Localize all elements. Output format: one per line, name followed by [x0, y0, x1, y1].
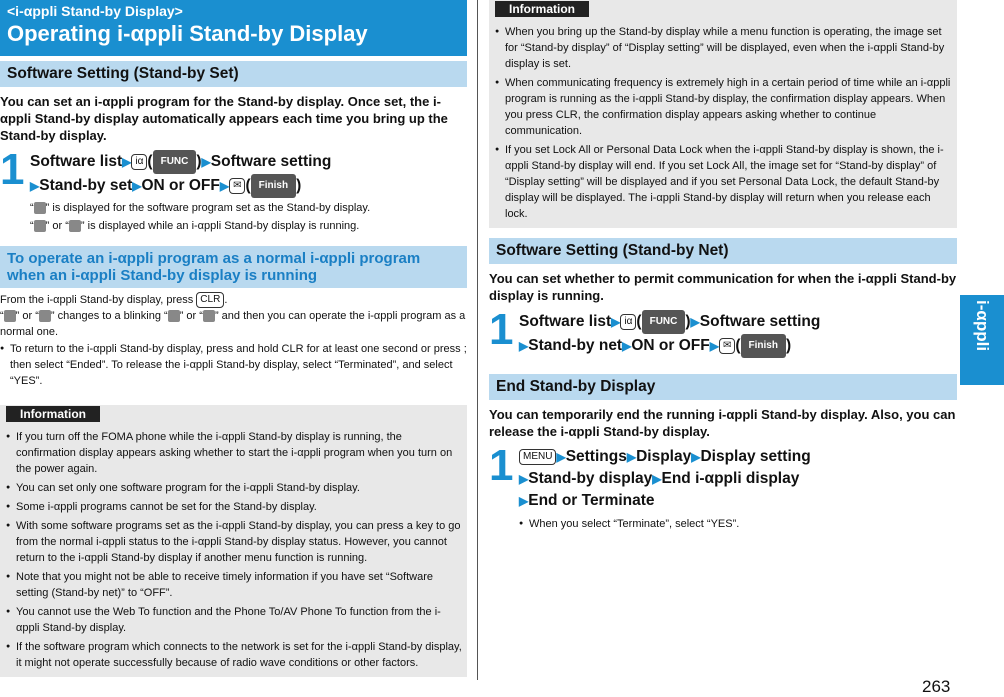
standby-set-icon [34, 202, 46, 214]
arrow-icon: ▶ [519, 494, 529, 508]
info-item: ● When you bring up the Stand-by display while a menu function is operating, the image set for “Stand-by display” of “Display setting” will be displayed, even when the i-αppli Stand-by display is set. [495, 24, 953, 72]
arrow-icon: ▶ [219, 179, 230, 194]
step-text: ON or OFF [631, 337, 710, 355]
note-text: ” or “ [45, 220, 69, 232]
paren-close: ) [785, 337, 792, 355]
step-text: Stand-by net [528, 337, 623, 355]
iappli-key-icon: iα [131, 154, 147, 170]
info-item: ● If you set Lock All or Personal Data Lock when the i-αppli Stand-by display is shown, the i-αppli Stand-by display will end. If you set Lock All, the image set for “Stand-by display” of “Display setting” will be displayed and if you set Personal Data Lock, the default Stand-by display will be displayed. The i-αppli Stand-by display will return when you release each lock. [495, 142, 953, 222]
blinking-icon-alt [203, 310, 215, 322]
running-icon [34, 220, 46, 232]
step-line-3 [519, 490, 957, 512]
arrow-icon: ▶ [652, 472, 662, 486]
finish-softkey: Finish [741, 334, 786, 358]
iappli-key-icon: iα [620, 314, 636, 330]
info-item: ● Some i-αppli programs cannot be set for the Stand-by display. [6, 499, 463, 515]
body-text: ” changes to a blinking “ [50, 310, 168, 323]
arrow-icon: ▶ [132, 179, 142, 194]
arrow-icon: ▶ [709, 339, 719, 354]
step-number: 1 [489, 305, 514, 354]
body-text: From the i-αppli Stand-by display, press [0, 294, 194, 306]
section-heading-end-standby: End Stand-by Display [489, 374, 957, 400]
page-number: 263 [922, 677, 951, 696]
arrow-icon: ▶ [691, 450, 701, 464]
note-2 [30, 218, 467, 234]
step-text: Software list [519, 313, 612, 331]
step-text: Software setting [210, 153, 332, 171]
step-line-1 [519, 446, 957, 468]
arrow-icon: ▶ [122, 155, 132, 170]
info-item: ● If you turn off the FOMA phone while the i-αppli Stand-by display is running, the confirmation display appears asking whether to start the i-αppli program when you turn on the power again. [6, 429, 463, 477]
info-item: ● You cannot use the Web To function and the Phone To/AV Phone To function from the i-αppli Stand-by display. [6, 604, 463, 636]
section-heading-standby-net: Software Setting (Stand-by Net) [489, 238, 957, 264]
mail-key-icon: ✉ [719, 338, 735, 354]
arrow-icon: ▶ [622, 339, 632, 354]
right-column [489, 0, 957, 532]
running-icon-alt [69, 220, 81, 232]
intro-standby-net: You can set whether to permit communication for when the i-αppli Stand-by display is running. [489, 271, 957, 303]
body-text: ” and then you can operate the i-αppli program as a normal one. [0, 310, 466, 339]
step-line-1 [30, 150, 467, 174]
arrow-icon: ▶ [201, 155, 211, 170]
info-item: ● Note that you might not be able to receive timely information if you have set “Software setting (Stand-by net)” to “OFF”. [6, 569, 463, 601]
info-box-left [0, 405, 467, 677]
step-text: Stand-by set [39, 177, 133, 195]
info-item: ● With some software programs set as the i-αppli Stand-by display, you can press a key to go from the normal i-αppli status to the i-αppli Stand-by display status. However, you cannot return to the i-αppli Stand-by display if another menu function is running. [6, 518, 463, 566]
func-softkey: FUNC [642, 310, 686, 334]
step-text: Settings [565, 448, 627, 465]
clr-key-icon: CLR [196, 292, 224, 308]
paren-open: ( [735, 337, 741, 355]
step-line-2 [519, 468, 957, 490]
quote: “ [30, 202, 34, 214]
quote: “ [30, 220, 34, 232]
step-text: Display setting [700, 448, 811, 465]
quote: “ [0, 310, 4, 323]
step-line-2 [519, 334, 957, 358]
arrow-icon: ▶ [690, 315, 700, 330]
info-box-right [489, 0, 957, 228]
section-heading-normal-operate: To operate an i-αppli program as a normal i-αppli program when an i-αppli Stand-by display is running [0, 246, 467, 288]
step-text: ON or OFF [141, 177, 220, 195]
arrow-icon: ▶ [519, 472, 529, 486]
func-softkey: FUNC [153, 150, 197, 174]
step-line-1 [519, 310, 957, 334]
mail-key-icon: ✉ [229, 178, 245, 194]
step-text: Software setting [699, 313, 821, 331]
info-item: ● When communicating frequency is extremely high in a certain period of time while an i-αppli program is running as the i-αppli Stand-by display, the confirmation display appears. When you press CLR, the confirmation display appears asking whether to continue communication. [495, 75, 953, 139]
step-standby-net [489, 305, 957, 358]
page-title: Operating i-αppli Stand-by Display [7, 21, 368, 46]
bullet-terminate: ● When you select “Terminate”, select “YES”. [519, 516, 957, 532]
step-number: 1 [0, 145, 25, 194]
info-label: Information [6, 406, 100, 422]
step-text: Stand-by display [528, 470, 653, 487]
note-text: ” is displayed while an i-αppli Stand-by display is running. [80, 220, 360, 232]
paren-close: ) [196, 153, 202, 171]
blinking-icon [168, 310, 180, 322]
paren-open: ( [636, 313, 642, 331]
running-icon [4, 310, 16, 322]
arrow-icon: ▶ [519, 339, 529, 354]
step-number: 1 [489, 441, 514, 490]
step-text: End i-αppli display [661, 470, 800, 487]
arrow-icon: ▶ [626, 450, 637, 464]
running-icon-alt [39, 310, 51, 322]
bullet-return: ● To return to the i-αppli Stand-by display, press and hold CLR for at least one second or press ; then select “Ended”. To release the i-αppli Stand-by display, select “Terminated”, and select “YES”. [0, 341, 467, 389]
paren-open: ( [245, 177, 251, 195]
paren-close: ) [685, 313, 691, 331]
paren-open: ( [147, 153, 153, 171]
column-divider [477, 0, 478, 680]
paren-close: ) [296, 177, 302, 195]
info-label: Information [495, 1, 589, 17]
title-small: <i-αppli Stand-by Display> [7, 3, 183, 19]
page-title-block [0, 0, 467, 56]
step-text: Display [636, 448, 692, 465]
intro-end-standby: You can temporarily end the running i-αppli Stand-by display. Also, you can release the i-αppli Stand-by display. [489, 407, 956, 439]
info-item: ● You can set only one software program for the i-αppli Stand-by display. [6, 480, 463, 496]
arrow-icon: ▶ [30, 179, 40, 194]
step-line-2 [30, 174, 467, 198]
left-column [0, 0, 467, 677]
step-standby-set [0, 145, 467, 234]
side-tab-label: i-αppli [973, 300, 992, 352]
step-end-standby [489, 441, 957, 532]
section-heading-standby-set: Software Setting (Stand-by Set) [0, 61, 467, 87]
step-text: Software list [30, 153, 123, 171]
note-text: ” is displayed for the software program set as the Stand-by display. [45, 202, 371, 214]
arrow-icon: ▶ [556, 450, 566, 464]
arrow-icon: ▶ [611, 315, 621, 330]
info-item: ● If the software program which connects to the network is set for the i-αppli Stand-by display, it might not operate successfully because of radio wave conditions or other factors. [6, 639, 463, 671]
body-normal-operate: From the i-αppli Stand-by display, press CLR . “ ” or “ ” changes to a blinking “ ” or “ ” and then you can operate the i-αppli program as a normal one. [0, 294, 466, 339]
menu-key-icon: MENU [519, 449, 556, 465]
step-text: End or Terminate [528, 492, 655, 509]
intro-standby-set: You can set an i-αppli program for the Stand-by display. Once set, the i-αppli Stand-by display automatically appears each time you bring up the Stand-by display. [0, 94, 448, 143]
finish-softkey: Finish [251, 174, 296, 198]
note-1 [30, 200, 467, 216]
